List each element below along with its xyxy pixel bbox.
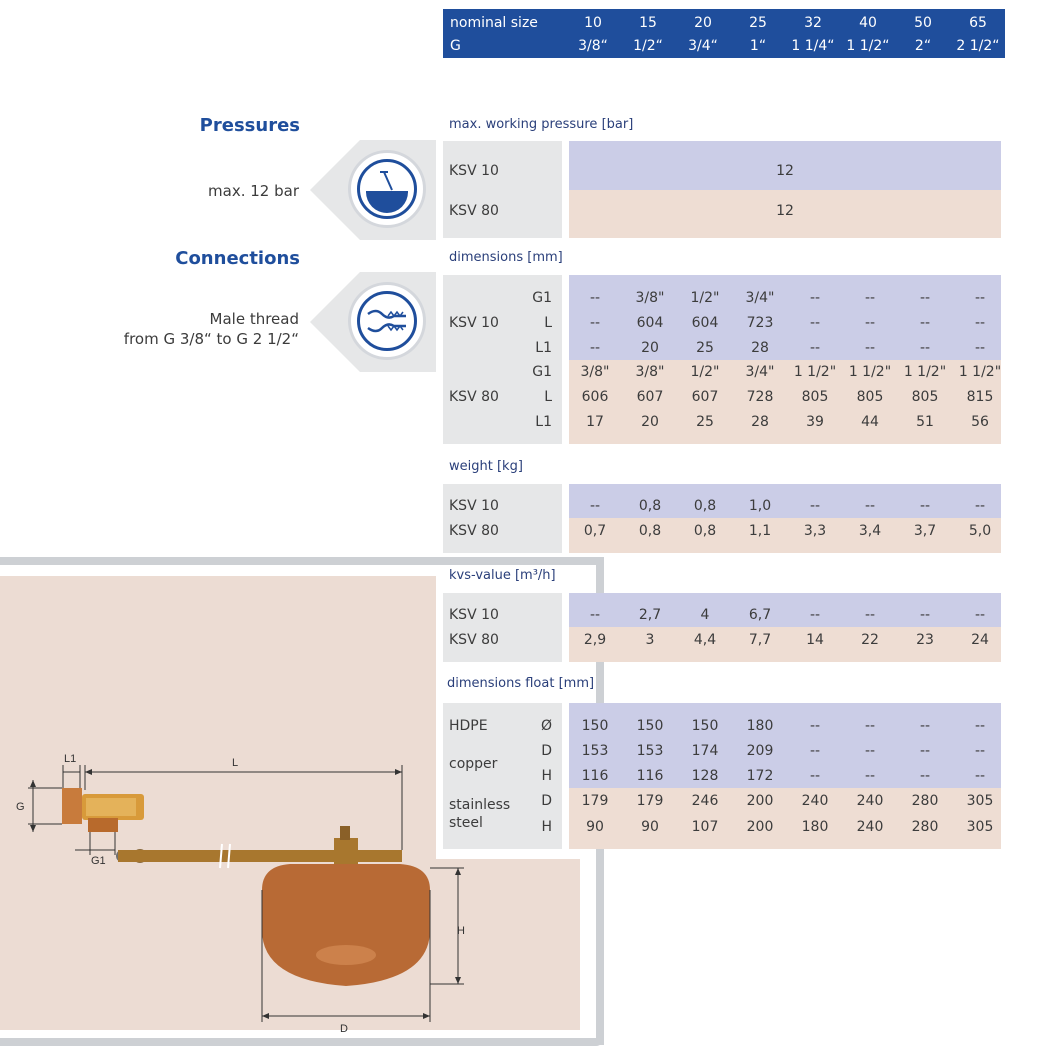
table-cell: 240	[856, 793, 884, 809]
table-cell: 4,4	[693, 632, 717, 648]
table-cell: 1/2"	[690, 364, 720, 380]
table-cell: 815	[966, 389, 994, 405]
table-cell: 24	[971, 632, 989, 648]
table-cell: 604	[636, 315, 664, 331]
table-cell: 805	[911, 389, 939, 405]
table-cell: --	[919, 290, 931, 306]
table-cell: --	[589, 607, 601, 623]
table-cell: 150	[691, 718, 719, 734]
table-cell: 3/4"	[745, 364, 775, 380]
table-cell: --	[974, 315, 986, 331]
table-cell: --	[864, 315, 876, 331]
table-cell: --	[809, 768, 821, 784]
pressures-title: Pressures	[199, 115, 300, 136]
table-cell: --	[864, 768, 876, 784]
float-copper-name: copper	[449, 756, 498, 772]
row-sub-label: H	[541, 768, 552, 784]
table-cell: 107	[691, 819, 719, 835]
g-size-cell: 2“	[914, 38, 932, 54]
pressure-ksv10-value: 12	[776, 163, 794, 179]
table-cell: --	[919, 768, 931, 784]
weight-name-column	[443, 484, 562, 553]
table-cell: 20	[641, 414, 659, 430]
row-sub-label: H	[541, 819, 552, 835]
table-cell: 51	[916, 414, 934, 430]
table-cell: 25	[696, 340, 714, 356]
table-cell: --	[864, 340, 876, 356]
nominal-size-cell: 40	[859, 15, 877, 31]
table-cell: 23	[916, 632, 934, 648]
table-cell: --	[919, 340, 931, 356]
drawing-label-l1: L1	[64, 753, 77, 765]
table-cell: --	[809, 315, 821, 331]
drawing-label-l: L	[232, 757, 239, 769]
pressure-icon-circle	[348, 150, 426, 228]
connections-icon-circle	[348, 282, 426, 360]
table-cell: 606	[581, 389, 609, 405]
float-steel-name-1: stainless	[449, 797, 511, 813]
table-cell: --	[919, 607, 931, 623]
nominal-size-cell: 32	[804, 15, 822, 31]
table-cell: --	[809, 718, 821, 734]
pressure-gauge-icon	[357, 159, 417, 219]
table-cell: 1,1	[748, 523, 772, 539]
table-cell: 3/8"	[580, 364, 610, 380]
table-cell: 179	[581, 793, 609, 809]
table-cell: 209	[746, 743, 774, 759]
table-cell: --	[974, 743, 986, 759]
table-cell: 0,8	[638, 523, 662, 539]
g-size-cell: 1“	[749, 38, 767, 54]
table-cell: 3,3	[803, 523, 827, 539]
table-cell: 305	[966, 793, 994, 809]
size-header-bar	[443, 9, 1005, 58]
table-cell: 5,0	[968, 523, 992, 539]
table-cell: --	[974, 340, 986, 356]
table-cell: --	[809, 498, 821, 514]
table-cell: 607	[691, 389, 719, 405]
g-size-cell: 1 1/4“	[791, 38, 835, 54]
table-cell: --	[864, 290, 876, 306]
table-cell: --	[974, 768, 986, 784]
table-cell: --	[589, 290, 601, 306]
pressure-ksv80-name: KSV 80	[449, 203, 499, 219]
float-section-label: dimensions float [mm]	[447, 676, 595, 691]
table-cell: 2,7	[638, 607, 662, 623]
table-cell: 0,8	[638, 498, 662, 514]
table-cell: 180	[801, 819, 829, 835]
table-cell: --	[809, 340, 821, 356]
table-cell: 0,8	[693, 523, 717, 539]
table-cell: --	[864, 743, 876, 759]
kvs-ksv80-name: KSV 80	[449, 632, 499, 648]
dimensions-ksv10-name: KSV 10	[449, 315, 499, 331]
table-cell: 128	[691, 768, 719, 784]
table-cell: 172	[746, 768, 774, 784]
connections-text-2: from G 3/8“ to G 2 1/2“	[123, 330, 299, 348]
table-cell: 174	[691, 743, 719, 759]
table-cell: 1 1/2"	[793, 364, 837, 380]
row-sub-label: G1	[532, 290, 552, 306]
nominal-size-cell: 15	[639, 15, 657, 31]
table-cell: 1,0	[748, 498, 772, 514]
row-sub-label: G1	[532, 364, 552, 380]
table-cell: 44	[861, 414, 879, 430]
drawing-label-g1: G1	[91, 855, 106, 867]
table-cell: --	[974, 498, 986, 514]
g-label: G	[450, 38, 461, 54]
row-sub-label: L	[544, 389, 552, 405]
kvs-name-column	[443, 593, 562, 662]
row-sub-label: Ø	[540, 718, 552, 734]
table-cell: 153	[581, 743, 609, 759]
table-cell: 1 1/2"	[958, 364, 1002, 380]
float-hdpe-name: HDPE	[449, 718, 488, 734]
nominal-size-label: nominal size	[450, 15, 538, 31]
table-cell: 3/4"	[745, 290, 775, 306]
table-cell: --	[974, 718, 986, 734]
table-cell: 153	[636, 743, 664, 759]
pressure-name-column	[443, 141, 562, 238]
valve-technical-drawing	[0, 740, 480, 1040]
table-cell: 116	[581, 768, 609, 784]
table-cell: 280	[911, 819, 939, 835]
kvs-ksv10-name: KSV 10	[449, 607, 499, 623]
table-cell: 180	[746, 718, 774, 734]
table-cell: 150	[636, 718, 664, 734]
table-cell: 200	[746, 819, 774, 835]
table-cell: --	[919, 315, 931, 331]
table-cell: 25	[696, 414, 714, 430]
pressure-section-label: max. working pressure [bar]	[449, 117, 634, 132]
drawing-label-d: D	[340, 1023, 348, 1035]
table-cell: --	[589, 498, 601, 514]
table-cell: 6,7	[748, 607, 772, 623]
g-size-cell: 3/4“	[688, 38, 718, 54]
g-size-cell: 2 1/2“	[956, 38, 1000, 54]
kvs-section-label: kvs-value [m³/h]	[449, 568, 556, 583]
row-sub-label: L1	[535, 414, 552, 430]
table-cell: 90	[586, 819, 604, 835]
table-cell: --	[919, 743, 931, 759]
table-cell: 1 1/2"	[848, 364, 892, 380]
table-cell: 28	[751, 414, 769, 430]
table-cell: 7,7	[748, 632, 772, 648]
table-cell: --	[864, 607, 876, 623]
nominal-size-cell: 50	[914, 15, 932, 31]
table-cell: 607	[636, 389, 664, 405]
g-size-cell: 3/8“	[578, 38, 608, 54]
table-cell: 150	[581, 718, 609, 734]
table-cell: 56	[971, 414, 989, 430]
table-cell: --	[809, 290, 821, 306]
pressure-ksv80-value: 12	[776, 203, 794, 219]
table-cell: 22	[861, 632, 879, 648]
table-cell: 240	[801, 793, 829, 809]
table-cell: 90	[641, 819, 659, 835]
table-cell: 305	[966, 819, 994, 835]
table-cell: 3/8"	[635, 364, 665, 380]
table-cell: 1/2"	[690, 290, 720, 306]
table-cell: 28	[751, 340, 769, 356]
table-cell: 604	[691, 315, 719, 331]
drawing-label-g: G	[16, 801, 25, 813]
table-cell: 17	[586, 414, 604, 430]
row-sub-label: D	[541, 743, 552, 759]
table-cell: --	[809, 743, 821, 759]
table-cell: 3/8"	[635, 290, 665, 306]
nominal-size-cell: 65	[969, 15, 987, 31]
pressures-text: max. 12 bar	[208, 182, 299, 200]
table-cell: 39	[806, 414, 824, 430]
weight-ksv10-name: KSV 10	[449, 498, 499, 514]
table-cell: --	[864, 718, 876, 734]
nominal-size-cell: 10	[584, 15, 602, 31]
weight-ksv80-name: KSV 80	[449, 523, 499, 539]
table-cell: 20	[641, 340, 659, 356]
table-cell: --	[919, 718, 931, 734]
table-cell: --	[974, 290, 986, 306]
table-cell: 1 1/2"	[903, 364, 947, 380]
table-cell: 4	[700, 607, 710, 623]
frame-top-border	[0, 557, 604, 565]
row-sub-label: D	[541, 793, 552, 809]
table-cell: --	[589, 315, 601, 331]
table-cell: --	[974, 607, 986, 623]
table-cell: 14	[806, 632, 824, 648]
dimensions-ksv80-name: KSV 80	[449, 389, 499, 405]
g-size-cell: 1 1/2“	[846, 38, 890, 54]
row-sub-label: L	[544, 315, 552, 331]
nominal-size-cell: 25	[749, 15, 767, 31]
table-cell: --	[919, 498, 931, 514]
table-cell: 728	[746, 389, 774, 405]
table-cell: 3,4	[858, 523, 882, 539]
float-steel-name-2: steel	[449, 815, 483, 831]
connections-title: Connections	[175, 248, 300, 269]
pressure-ksv10-name: KSV 10	[449, 163, 499, 179]
dimensions-section-label: dimensions [mm]	[449, 250, 563, 265]
table-cell: 805	[856, 389, 884, 405]
table-cell: --	[589, 340, 601, 356]
table-cell: 179	[636, 793, 664, 809]
table-cell: 723	[746, 315, 774, 331]
drawing-label-h: H	[457, 925, 465, 937]
nominal-size-cell: 20	[694, 15, 712, 31]
table-cell: 116	[636, 768, 664, 784]
table-cell: 3,7	[913, 523, 937, 539]
table-cell: 0,8	[693, 498, 717, 514]
table-cell: 0,7	[583, 523, 607, 539]
table-cell: 246	[691, 793, 719, 809]
table-cell: 3	[645, 632, 655, 648]
table-cell: 280	[911, 793, 939, 809]
table-cell: 2,9	[583, 632, 607, 648]
table-cell: 200	[746, 793, 774, 809]
g-size-cell: 1/2“	[633, 38, 663, 54]
table-cell: --	[809, 607, 821, 623]
weight-section-label: weight [kg]	[449, 459, 523, 474]
thread-connection-icon	[357, 291, 417, 351]
row-sub-label: L1	[535, 340, 552, 356]
table-cell: --	[864, 498, 876, 514]
table-cell: 240	[856, 819, 884, 835]
connections-text-1: Male thread	[209, 310, 299, 328]
table-cell: 805	[801, 389, 829, 405]
